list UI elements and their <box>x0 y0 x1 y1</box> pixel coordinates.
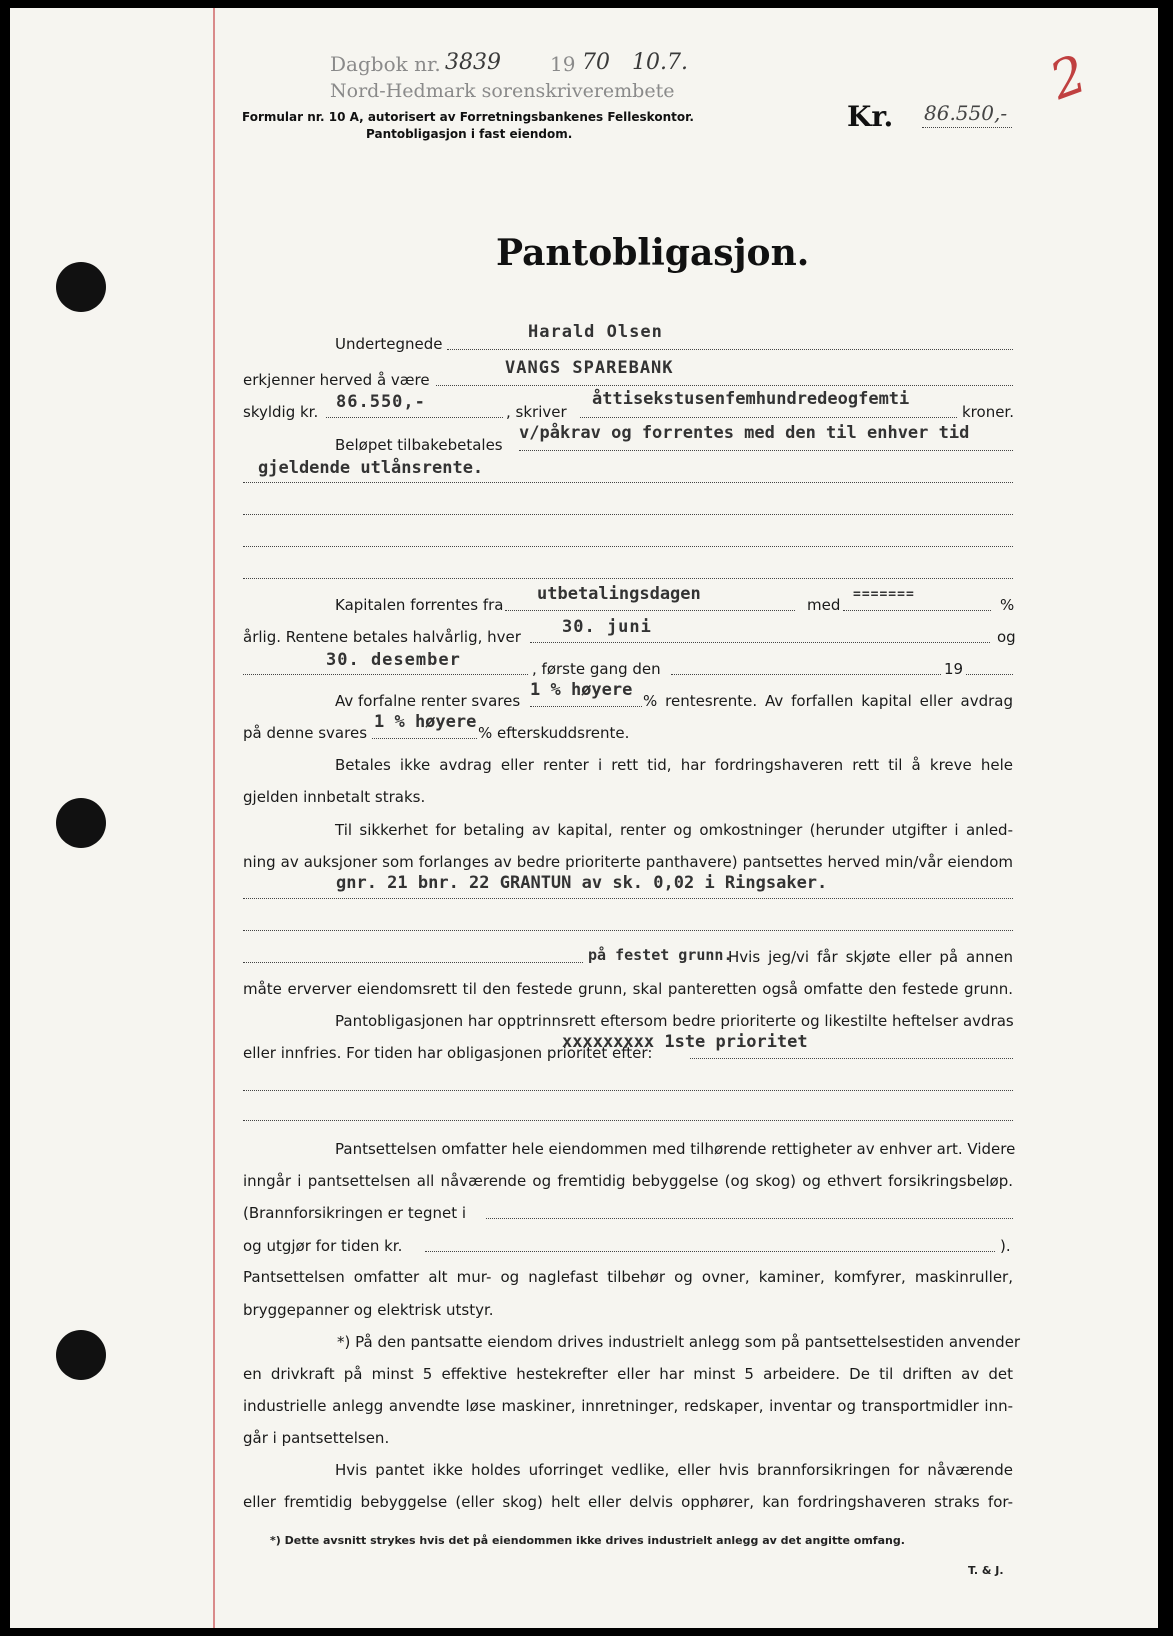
med-line <box>843 610 991 611</box>
belopet-value-1: v/påkrav og forrentes med den til enhver tid <box>519 423 970 443</box>
forste-label: , første gang den <box>532 660 661 678</box>
year-line <box>966 674 1013 675</box>
forfalne-rest: % rentesrente. Av forfallen kapital eller avdrag <box>643 692 1013 710</box>
blank-line-2 <box>243 546 1013 547</box>
industri-line-2: en drivkraft på minst 5 effektive hestekrefter eller har minst 5 arbeidere. De til driften av det <box>243 1365 1013 1383</box>
kapitalen-label: Kapitalen forrentes fra <box>335 596 504 614</box>
brann-label: (Brannforsikringen er tegnet i <box>243 1204 467 1222</box>
undertegnede-line <box>447 349 1013 350</box>
med-value: ======= <box>853 587 915 602</box>
skriver-value: åttisekstusenfemhundredeogfemti <box>592 389 910 409</box>
omfatter-line-1: Pantsettelsen omfatter hele eiendommen med tilhørende rettigheter av enhver art. Videre <box>335 1140 1016 1158</box>
margin-rule <box>213 8 215 1628</box>
tilbehor-line-1: Pantsettelsen omfatter alt mur- og naglefast tilbehør og ovner, kaminer, komfyrer, maskinruller, <box>243 1268 1013 1286</box>
prioritet-value: xxxxxxxxx 1ste prioritet <box>562 1032 808 1052</box>
stamp-year-suffix: 70 <box>582 50 610 75</box>
med-percent: % <box>1000 596 1015 614</box>
punch-hole-middle <box>56 798 106 848</box>
eiendom-line-1 <box>243 898 1013 899</box>
dagbok-label: Dagbok nr. <box>330 52 441 76</box>
betales-line-2: gjelden innbetalt straks. <box>243 788 426 806</box>
forfalne-label: Av forfalne renter svares <box>335 692 521 710</box>
festet-line <box>243 962 583 963</box>
brann-line <box>486 1218 1013 1219</box>
stamp-date: 10.7. <box>632 50 688 75</box>
skyldig-value: 86.550,- <box>336 392 426 412</box>
utgjor-end: ). <box>1000 1237 1011 1255</box>
prioritet-line-3 <box>243 1120 1013 1121</box>
belopet-value-2: gjeldende utlånsrente. <box>258 458 484 478</box>
eiendom-value: gnr. 21 bnr. 22 GRANTUN av sk. 0,02 i Ringsaker. <box>336 873 828 893</box>
denne-label: på denne svares <box>243 724 368 742</box>
mate-line: måte erverver eiendomsrett til den festede grunn, skal panteretten også omfatte den festede grunn. <box>243 980 1013 998</box>
footnote: *) Dette avsnitt strykes hvis det på eiendommen ikke drives industrielt anlegg av det angitte omfang. <box>270 1534 905 1547</box>
forfalne-line <box>530 706 642 707</box>
desember-value: 30. desember <box>326 650 461 670</box>
formular-subtitle: Pantobligasjon i fast eiendom. <box>366 127 573 141</box>
belopet-label: Beløpet tilbakebetales <box>335 436 503 454</box>
undertegnede-value: Harald Olsen <box>528 322 663 342</box>
omfatter-line-2: inngår i pantsettelsen all nåværende og fremtidig bebyggelse (og skog) og ethvert forsikringsbeløp. <box>243 1172 1013 1190</box>
denne-value: 1 % høyere <box>374 712 477 732</box>
eiendom-line-2 <box>243 930 1013 931</box>
industri-line-3: industrielle anlegg anvendte løse maskiner, innretninger, redskaper, inventar og transportmidler inn- <box>243 1397 1013 1415</box>
undertegnede-label: Undertegnede <box>335 335 443 353</box>
blank-line-3 <box>243 578 1013 579</box>
skyldig-label: skyldig kr. <box>243 403 319 421</box>
kapitalen-value: utbetalingsdagen <box>537 584 701 604</box>
kroner-label: kroner. <box>962 403 1014 421</box>
page-number-mark: 2 <box>1042 44 1095 112</box>
kapitalen-line <box>505 610 795 611</box>
opptrinn-line-1: Pantobligasjonen har opptrinnsrett eftersom bedre prioriterte og likestilte heftelser avdras <box>335 1012 1014 1030</box>
printer-mark: T. & J. <box>968 1564 1004 1577</box>
desember-line <box>243 674 528 675</box>
erkjenner-line <box>436 385 1013 386</box>
punch-hole-bottom <box>56 1330 106 1380</box>
erkjenner-label: erkjenner herved å være <box>243 371 430 389</box>
skyldig-line <box>326 417 503 418</box>
og-label: og <box>997 628 1016 646</box>
industri-line-1: *) På den pantsatte eiendom drives industrielt anlegg som på pantsettelsestiden anvender <box>337 1333 1021 1351</box>
sikkerhet-line-1: Til sikkerhet for betaling av kapital, renter og omkostninger (herunder utgifter i anled- <box>335 821 1013 839</box>
pantet-line-2: eller fremtidig bebyggelse (eller skog) helt eller delvis opphører, kan fordringshaveren straks for- <box>243 1493 1013 1511</box>
belopet-line-2 <box>243 482 1013 483</box>
arlig-label: årlig. Rentene betales halvårlig, hver <box>243 628 521 646</box>
tilbehor-line-2: bryggepanner og elektrisk utstyr. <box>243 1301 494 1319</box>
betales-line-1: Betales ikke avdrag eller renter i rett tid, har fordringshaveren rett til å kreve hele <box>335 756 1013 774</box>
stamp-year-prefix: 19 <box>550 52 576 76</box>
sikkerhet-line-2: ning av auksjoner som forlanges av bedre prioriterte panthavere) pantsettes herved min/vår eiendom <box>243 853 1013 871</box>
pantet-line-1: Hvis pantet ikke holdes uforringet vedlike, eller hvis brannforsikringen for nåværende <box>335 1461 1013 1479</box>
opptrinn-line-2: eller innfries. For tiden har obligasjonen prioritet efter: <box>243 1044 653 1062</box>
year-19-label: 19 <box>944 660 964 678</box>
skriver-label: , skriver <box>506 403 567 421</box>
dagbok-number: 3839 <box>445 50 501 75</box>
belopet-line-1 <box>519 450 1013 451</box>
arlig-value: 30. juni <box>562 617 652 637</box>
denne-rest: % efterskuddsrente. <box>478 724 630 742</box>
festet-value: på festet grunn. <box>588 946 733 964</box>
kr-amount: 86.550,- <box>924 101 1008 125</box>
stamp-office: Nord-Hedmark sorenskriverembete <box>330 80 675 102</box>
forfalne-value: 1 % høyere <box>530 680 633 700</box>
blank-line-1 <box>243 514 1013 515</box>
denne-line <box>372 738 477 739</box>
festet-rest: Hvis jeg/vi får skjøte eller på annen <box>728 948 1013 966</box>
document-title: Pantobligasjon. <box>496 232 810 274</box>
arlig-line <box>530 642 990 643</box>
kr-label: Kr. <box>847 100 894 133</box>
forste-line <box>671 674 941 675</box>
industri-line-4: går i pantsettelsen. <box>243 1429 390 1447</box>
utgjor-label: og utgjør for tiden kr. <box>243 1237 403 1255</box>
med-label: med <box>807 596 841 614</box>
kr-amount-line <box>922 127 1012 128</box>
utgjor-line <box>425 1251 995 1252</box>
prioritet-line-2 <box>243 1090 1013 1091</box>
formular-line: Formular nr. 10 A, autorisert av Forretningsbankenes Felleskontor. <box>242 110 694 124</box>
skriver-line <box>580 417 957 418</box>
punch-hole-top <box>56 262 106 312</box>
erkjenner-value: VANGS SPAREBANK <box>505 358 674 378</box>
prioritet-line <box>690 1058 1013 1059</box>
